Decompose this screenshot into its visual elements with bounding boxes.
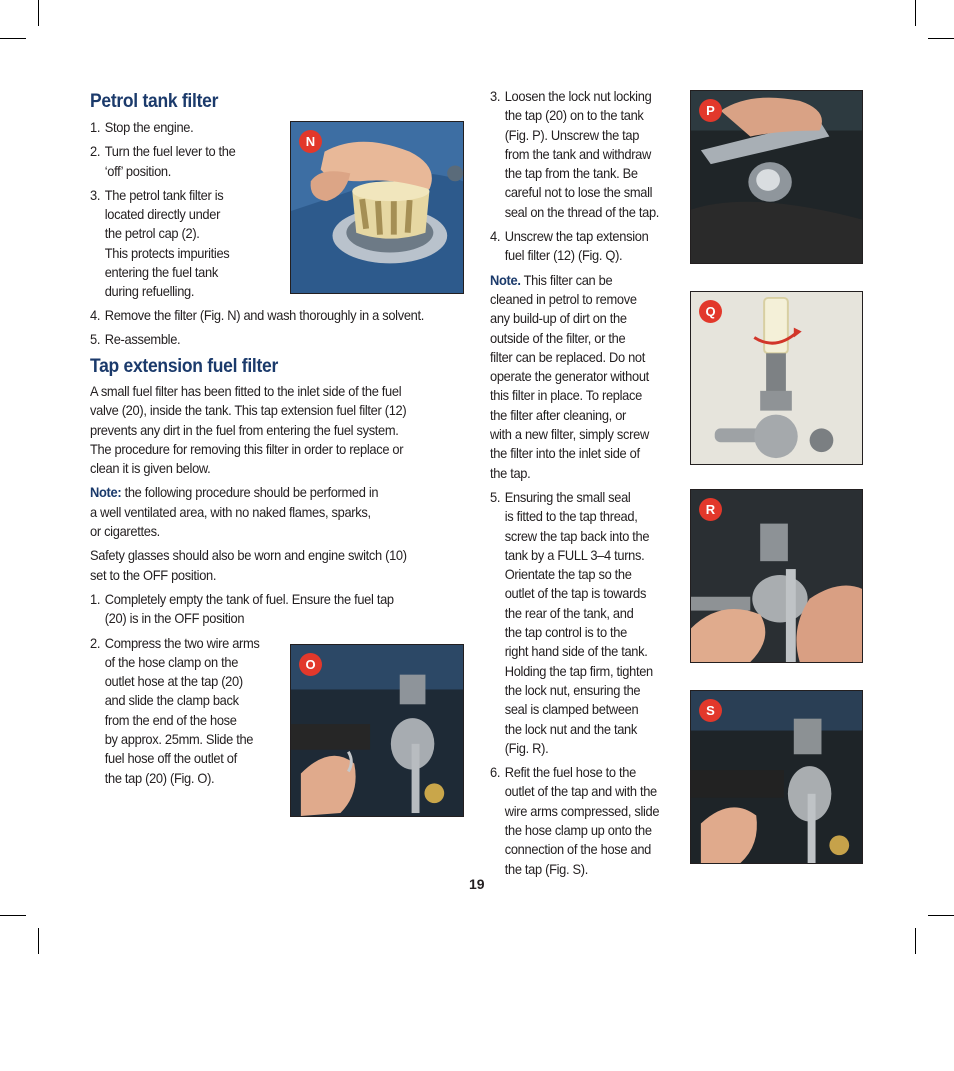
figure-label-o: O <box>299 653 322 676</box>
figure-s-hose-refit-photo <box>690 690 863 864</box>
figure-q-tap-filter-photo <box>690 291 863 465</box>
filter-note: Note. This filter can be cleaned in petrol to remove any build-up of dirt on the outside of the filter, or the filter can be replaced. Do not operate the generator without this filter in place. To replace the filter after cleaning, or with a new filter, simply screw the filter into the inlet side of the tap. <box>490 271 649 481</box>
crop-mark <box>915 928 916 954</box>
figure-label-s: S <box>699 699 722 722</box>
figure-o-hose-clamp-photo <box>290 644 464 817</box>
step-5: 5. Ensuring the small seal is fitted to the tap thread, screw the tap back into the tank by a FULL 3–4 turns. Orientate the tap so the outlet of the tap is towards the rear of the tank, and the tap control is to the right hand side of the tank. Holding the tap firm, tighten the lock nut, ensuring the seal is clamped between the lock nut and the tank (Fig. R). <box>490 488 653 756</box>
figure-label-p: P <box>699 99 722 122</box>
crop-mark <box>0 38 26 39</box>
section-heading-tap-extension-fuel-filter: Tap extension fuel filter <box>90 356 279 377</box>
step-4: 4. Remove the filter (Fig. N) and wash thoroughly in a solvent. <box>90 307 425 323</box>
page-number: 19 <box>469 876 485 892</box>
step-2: 2. Turn the fuel lever to the ‘off’ position. <box>90 143 236 179</box>
figure-r-tap-refit-photo <box>690 489 863 663</box>
safety-paragraph: Safety glasses should also be worn and engine switch (10) set to the OFF position. <box>90 547 407 583</box>
figure-n-petrol-filter-photo <box>290 121 464 294</box>
crop-mark <box>928 915 954 916</box>
crop-mark <box>0 915 26 916</box>
figure-label-q: Q <box>699 300 722 323</box>
step-5: 5. Re-assemble. <box>90 331 181 348</box>
crop-mark <box>38 0 39 26</box>
right-column-text <box>490 87 659 879</box>
petrol-steps-4-5 <box>90 306 424 350</box>
figure-p-lock-nut-photo <box>690 90 863 264</box>
intro-paragraph: A small fuel filter has been fitted to the inlet side of the fuel valve (20), inside the tank. This tap extension fuel filter (12) prevents any dirt in the fuel from entering the fuel system. The procedure for removing this filter in order to replace or clean it is given below. <box>90 383 407 477</box>
step-3: 3. Loosen the lock nut locking the tap (20) on to the tank (Fig. P). Unscrew the tap from the tank and withdraw the tap from the tank. Be careful not to lose the small seal on the thread of the tap. <box>490 88 660 220</box>
crop-mark <box>928 38 954 39</box>
figure-label-n: N <box>299 130 322 153</box>
figure-label-r: R <box>699 498 722 521</box>
section-heading-petrol-tank-filter: Petrol tank filter <box>90 91 219 112</box>
step-1: 1. Completely empty the tank of fuel. Ensure the fuel tap (20) is in the OFF position <box>90 590 394 627</box>
note-paragraph: Note: the following procedure should be performed in a well ventilated area, with no naked flames, sparks, or cigarettes. <box>90 484 379 540</box>
step-1: 1. Stop the engine. <box>90 119 194 135</box>
petrol-steps-1-3 <box>90 118 235 302</box>
crop-mark <box>915 0 916 26</box>
step-2: 2. Compress the two wire arms of the hose clamp on the outlet hose at the tap (20) and slide the clamp back from the end of the hose by approx. 25mm. Slide the fuel hose off the outlet of the tap (20) (Fig. O). <box>90 634 260 786</box>
step-4: 4. Unscrew the tap extension fuel filter (12) (Fig. Q). <box>490 228 649 264</box>
step-3: 3. The petrol tank filter is located directly under the petrol cap (2). This protects impurities entering the fuel tank during refuelling. <box>90 186 230 300</box>
crop-mark <box>38 928 39 954</box>
step-6: 6. Refit the fuel hose to the outlet of the tap and with the wire arms compressed, slide the hose clamp up onto the connection of the hose and the tap (Fig. S). <box>490 764 660 877</box>
